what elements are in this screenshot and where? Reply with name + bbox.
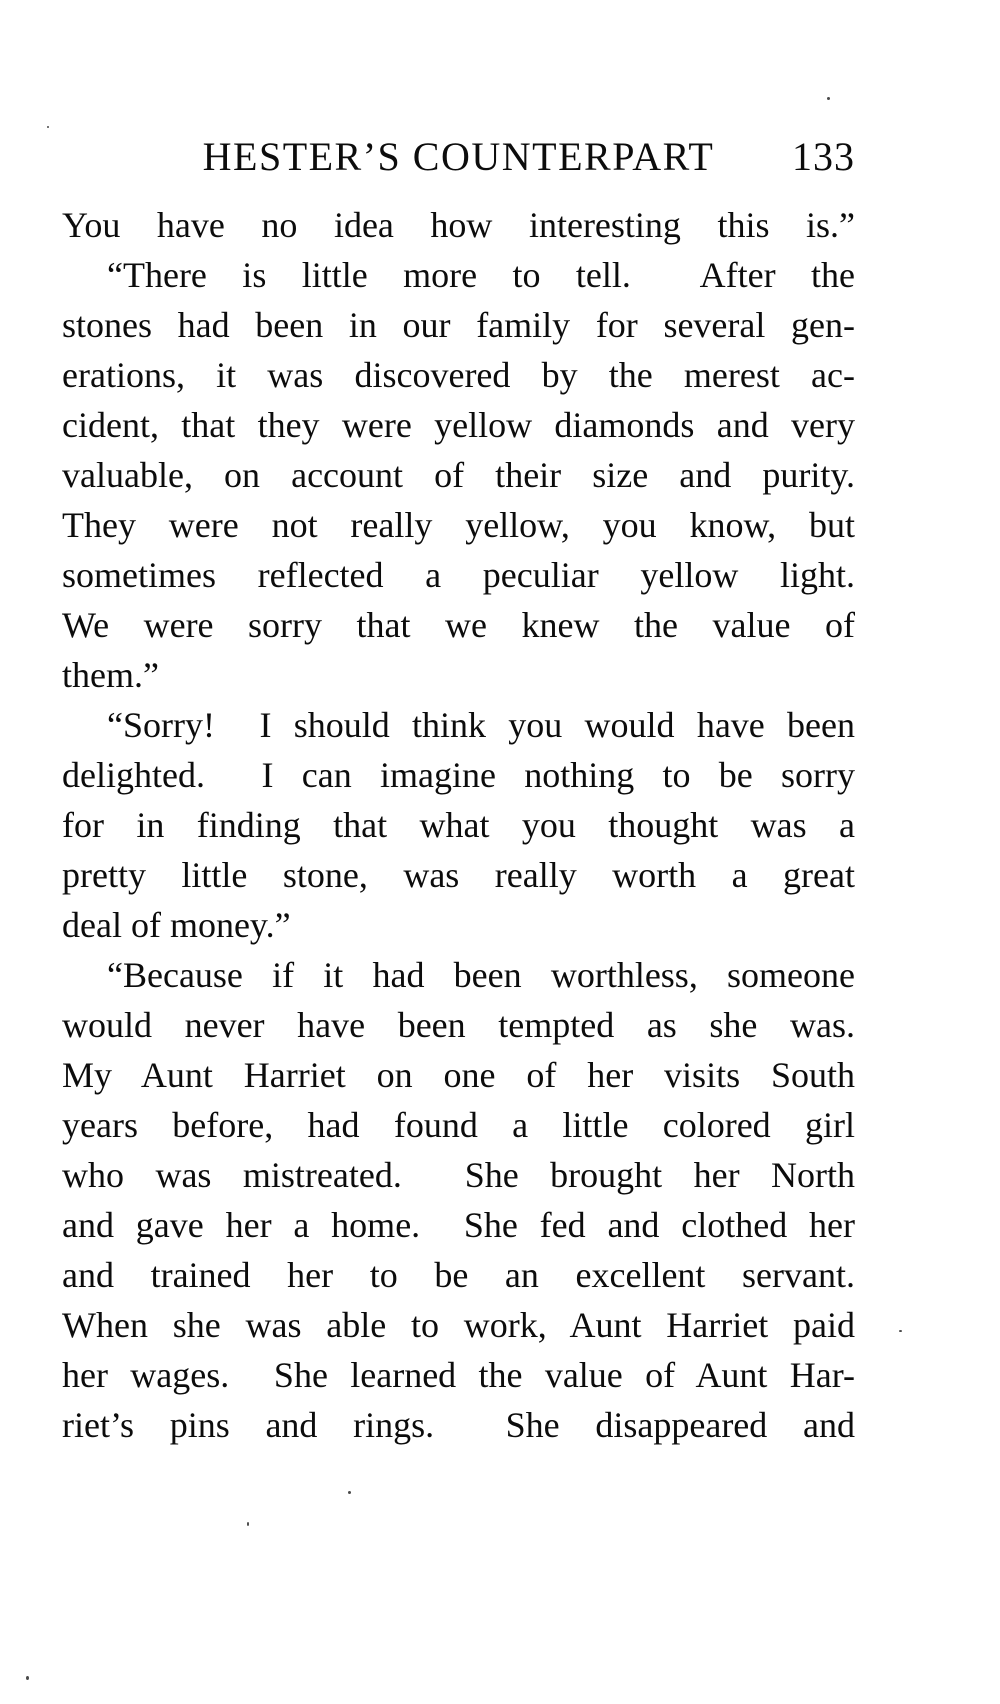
- scan-speck: [47, 126, 49, 128]
- text-line: “There is little more to tell. After the: [107, 255, 855, 295]
- text-line: them.”: [62, 655, 159, 695]
- text-line: sometimes reflected a peculiar yellow light.: [62, 555, 855, 595]
- text-line: valuable, on account of their size and purity.: [62, 455, 855, 495]
- scan-speck: [348, 1491, 351, 1494]
- text-line: would never have been tempted as she was.: [62, 1005, 855, 1045]
- text-line: They were not really yellow, you know, but: [62, 505, 855, 545]
- text-line: When she was able to work, Aunt Harriet paid: [62, 1305, 855, 1345]
- scan-speck: [827, 97, 830, 100]
- chapter-title: HESTER’S COUNTERPART: [202, 134, 715, 179]
- text-line: who was mistreated. She brought her North: [62, 1155, 855, 1195]
- text-line: for in finding that what you thought was a: [62, 805, 855, 845]
- text-line: and trained her to be an excellent servant.: [62, 1255, 855, 1295]
- running-head: [62, 133, 855, 181]
- scan-speck: [899, 1330, 902, 1332]
- text-line: “Because if it had been worthless, someone: [107, 955, 855, 995]
- text-line: and gave her a home. She fed and clothed her: [62, 1205, 855, 1245]
- text-line: My Aunt Harriet on one of her visits South: [62, 1055, 855, 1095]
- text-line: You have no idea how interesting this is.”: [62, 205, 855, 245]
- page-number: 133: [792, 134, 855, 179]
- scan-speck: [26, 1676, 29, 1680]
- text-line: erations, it was discovered by the merest ac-: [62, 355, 855, 395]
- text-line: We were sorry that we knew the value of: [62, 605, 855, 645]
- text-line: delighted. I can imagine nothing to be sorry: [62, 755, 855, 795]
- text-line: years before, had found a little colored girl: [62, 1105, 855, 1145]
- text-line: deal of money.”: [62, 905, 291, 945]
- text-line: cident, that they were yellow diamonds and very: [62, 405, 855, 445]
- text-line: stones had been in our family for several gen-: [62, 305, 855, 345]
- text-line: her wages. She learned the value of Aunt Har-: [62, 1355, 855, 1395]
- body-text: [62, 200, 855, 1450]
- scan-speck: [247, 1522, 249, 1526]
- text-line: “Sorry! I should think you would have been: [107, 705, 855, 745]
- text-line: pretty little stone, was really worth a great: [62, 855, 855, 895]
- text-line: riet’s pins and rings. She disappeared and: [62, 1405, 855, 1445]
